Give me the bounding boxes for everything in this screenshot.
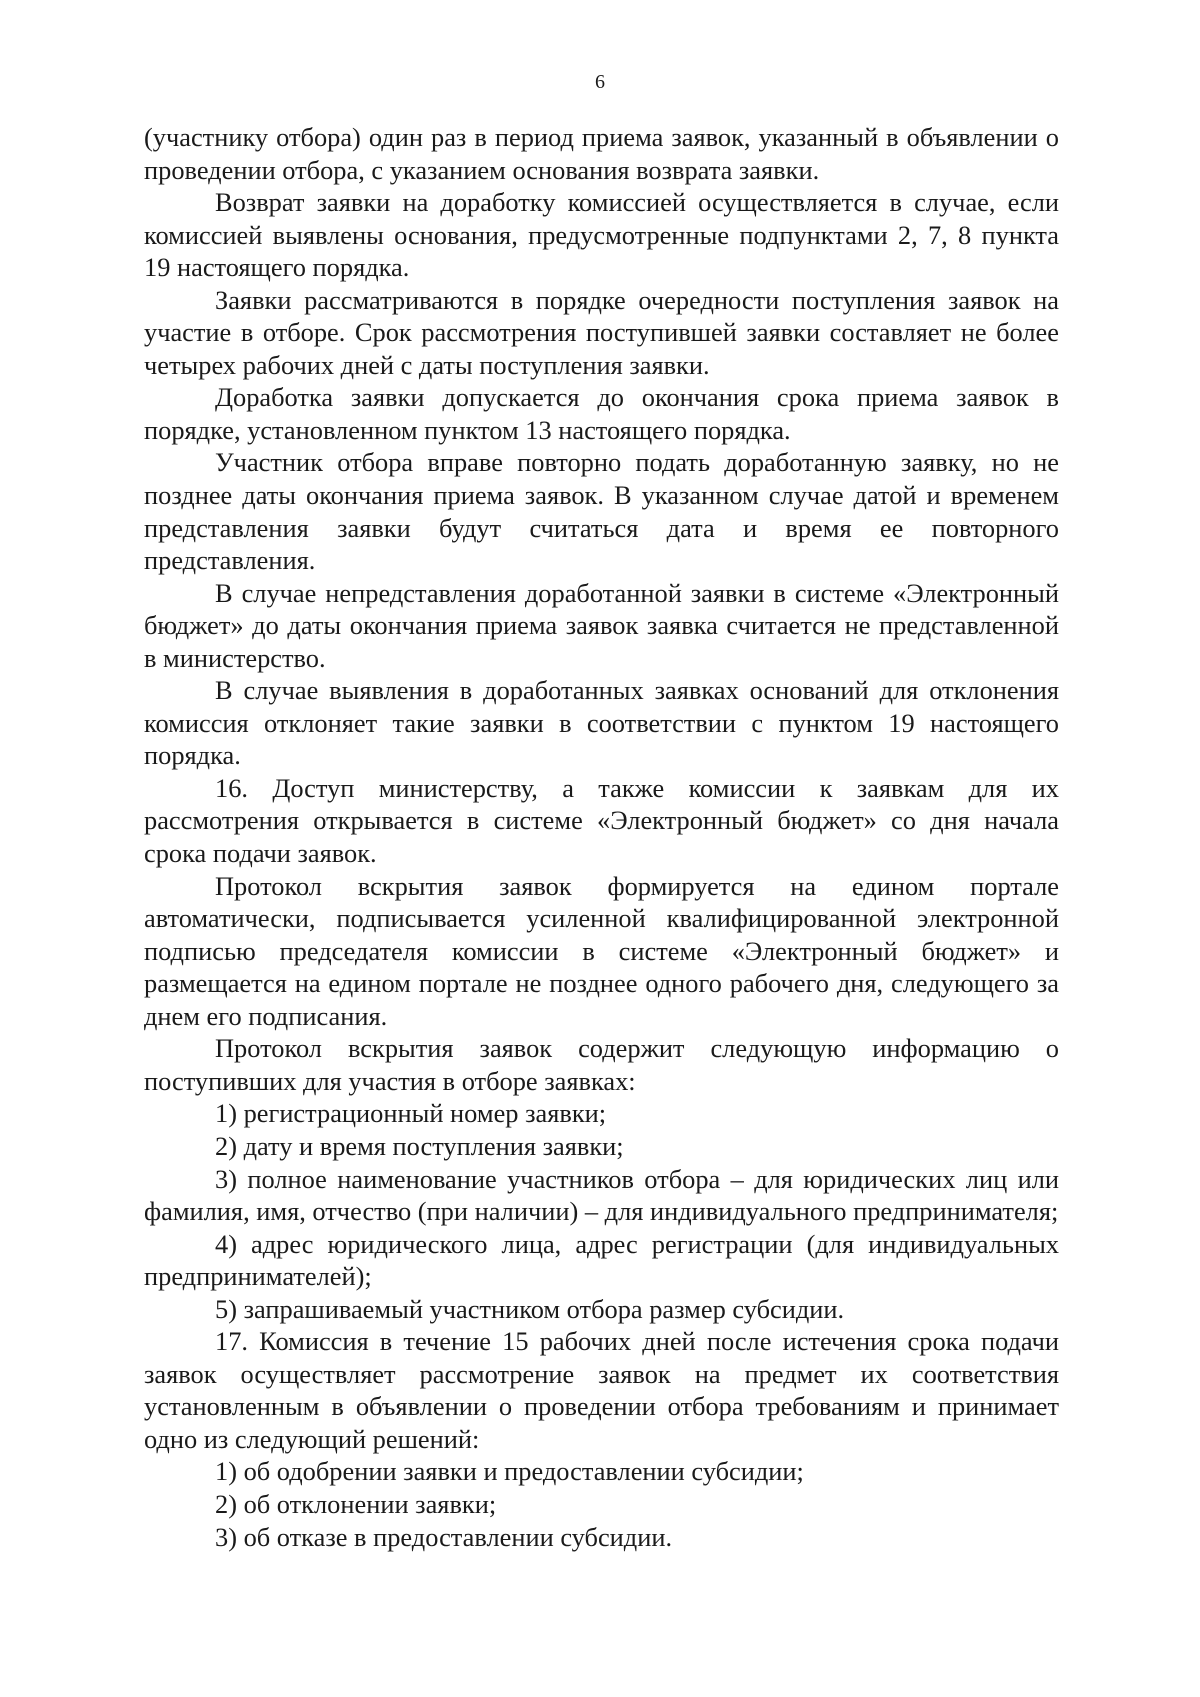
list-item-rejection: 2) об отклонении заявки; [215,1488,497,1519]
paragraph-revision-deadline: Доработка заявки допускается до окончания срока приема заявок в порядке, установленном пунктом 13 настоящего порядка. [144,382,1059,445]
paragraph-opening-protocol: Протокол вскрытия заявок формируется на едином портале автоматически, подписывается усиленной квалифицированной электронной подписью председателя комиссии в системе «Электронный бюджет» и размещается на едином портале не позднее одного рабочего дня, следующего за днем его подписания. [144,870,1059,1031]
paragraph-item-16: 16. Доступ министерству, а также комиссии к заявкам для их рассмотрения открывается в системе «Электронный бюджет» со дня начала срока подачи заявок. [144,772,1059,869]
list-item-approval: 1) об одобрении заявки и предоставлении субсидии; [215,1456,804,1487]
paragraph-item-17: 17. Комиссия в течение 15 рабочих дней после истечения срока подачи заявок осуществляет рассмотрение заявок на предмет их соответствия установленным в объявлении о проведении отбора требованиям и принимает одно из следующий решений: [144,1326,1059,1454]
paragraph-protocol-contents: Протокол вскрытия заявок содержит следующую информацию о поступивших для участия в отборе заявках: [144,1033,1059,1096]
paragraph-non-submission: В случае непредставления доработанной заявки в системе «Электронный бюджет» до даты окончания приема заявок заявка считается не представленной в министерство. [144,577,1059,673]
paragraph-resubmission: Участник отбора вправе повторно подать доработанную заявку, но не позднее даты окончания приема заявок. В указанном случае датой и временем представления заявки будут считаться дата и время ее повторного представления. [144,447,1059,576]
list-item-full-name: 3) полное наименование участников отбора – для юридических лиц или фамилия, имя, отчество (при наличии) – для индивидуального предпринимателя; [144,1163,1059,1227]
paragraph-return-grounds: Возврат заявки на доработку комиссией осуществляется в случае, если комиссией выявлены основания, предусмотренные подпунктами 2, 7, 8 пункта 19 настоящего порядка. [144,187,1059,283]
list-item-address: 4) адрес юридического лица, адрес регистрации (для индивидуальных предпринимателей); [144,1228,1059,1292]
page-number: 6 [595,71,605,93]
list-item-date-time: 2) дату и время поступления заявки; [215,1130,624,1161]
list-item-refusal: 3) об отказе в предоставлении субсидии. [215,1521,673,1552]
list-item-subsidy-amount: 5) запрашиваемый участником отбора размер субсидии. [215,1293,845,1324]
paragraph-continuation: (участнику отбора) один раз в период приема заявок, указанный в объявлении о проведении отбора, с указанием основания возврата заявки. [144,122,1059,185]
paragraph-review-order: Заявки рассматриваются в порядке очередности поступления заявок на участие в отборе. Срок рассмотрения поступившей заявки составляет не более четырех рабочих дней с даты поступления заявки. [144,284,1059,380]
list-item-registration-number: 1) регистрационный номер заявки; [215,1098,607,1129]
paragraph-rejection: В случае выявления в доработанных заявках оснований для отклонения комиссия отклоняет такие заявки в соответствии с пунктом 19 настоящего порядка. [144,675,1059,771]
document-body [144,121,1059,1553]
